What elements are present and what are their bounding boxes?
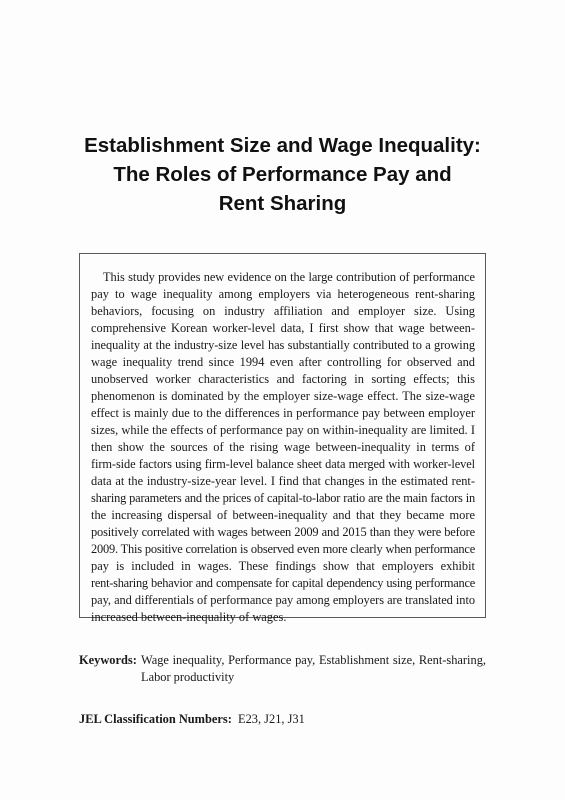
abstract-line: increased between-inequality of wages. (91, 610, 287, 624)
abstract-line: pay to wage inequality among employers via heterogeneous rent-sharing (91, 287, 475, 301)
abstract-line: then show the sources of the rising wage between-inequality in terms of (91, 440, 475, 454)
abstract-line: the increasing dispersal of between-inequality and that they became more (91, 508, 475, 522)
abstract-line: 2009. This positive correlation is observed even more clearly when performance (91, 542, 475, 556)
jel-label: JEL Classification Numbers: (79, 712, 232, 726)
jel-classification (79, 711, 305, 727)
abstract-line: effect is mainly due to the differences in performance pay between employer (91, 406, 475, 420)
abstract-line: firm-side factors using firm-level balance sheet data merged with worker-level (91, 457, 475, 471)
abstract-line: This study provides new evidence on the large contribution of performance (103, 270, 475, 284)
abstract-line: phenomenon is dominated by the employer size-wage effect. The size-wage (91, 389, 475, 403)
paper-title (0, 131, 565, 218)
abstract-line: pay is included in wages. These findings show that employers exhibit (91, 559, 475, 573)
abstract-line: wage inequality trend since 1994 even after controlling for observed and (91, 355, 475, 369)
abstract-line: comprehensive Korean worker-level data, I first show that wage between- (91, 321, 475, 335)
jel-codes: E23, J21, J31 (238, 712, 305, 726)
abstract-line: sharing parameters and the prices of capital-to-labor ratio are the main factors in (91, 491, 475, 505)
abstract-line: pay, and differentials of performance pay among employers are translated into (91, 593, 475, 607)
title-line: Establishment Size and Wage Inequality: (84, 134, 481, 157)
keywords-line: Labor productivity (141, 670, 235, 684)
keywords-line: Wage inequality, Performance pay, Establishment size, Rent-sharing, (141, 653, 486, 667)
abstract-line: positively correlated with wages between 2009 and 2015 than they were before (91, 525, 475, 539)
abstract-line: inequality at the industry-size level has substantially contributed to a growing (91, 338, 475, 352)
keywords-label: Keywords: (79, 653, 137, 667)
title-line: The Roles of Performance Pay and (113, 163, 452, 186)
abstract-line: unobserved worker characteristics and factoring in sorting effects; this (91, 372, 475, 386)
title-line: Rent Sharing (218, 192, 347, 215)
abstract-line: rent-sharing behavior and compensate for capital dependency using performance (91, 576, 475, 590)
abstract-line: data at the industry-size-year level. I find that changes in the estimated rent- (91, 474, 475, 488)
abstract-line: sizes, while the effects of performance pay on within-inequality are limited. I (91, 423, 475, 437)
abstract-line: behaviors, focusing on industry affiliation and employer size. Using (91, 304, 475, 318)
